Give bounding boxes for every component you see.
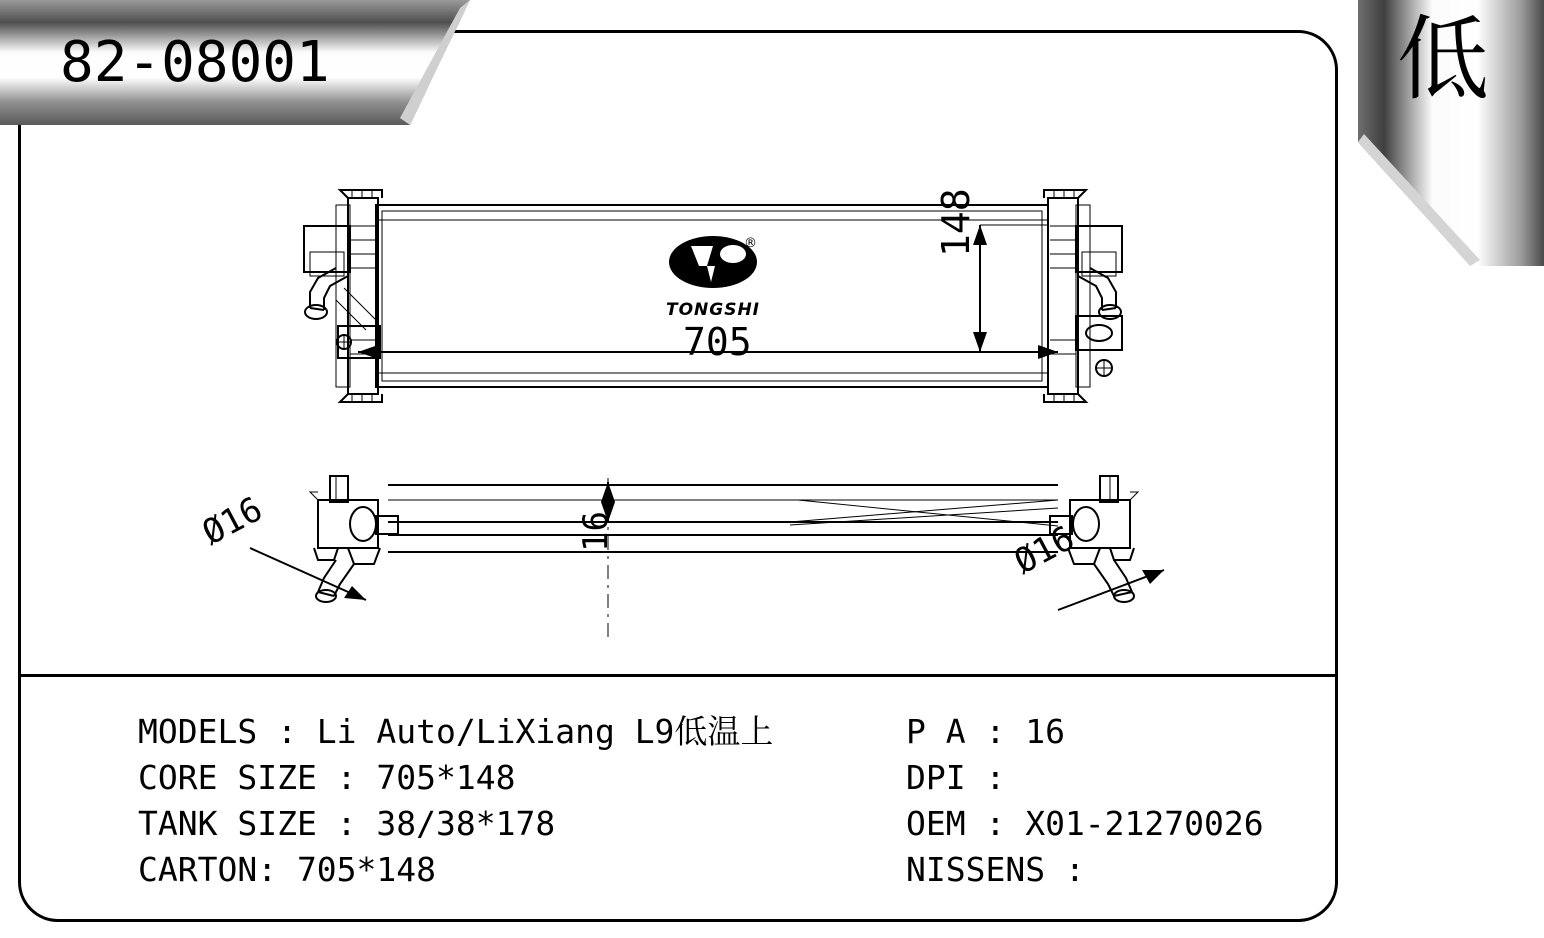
spec-tank-size: TANK SIZE : 38/38*178 [138,804,556,843]
brand-logo [648,232,778,324]
dimension-inlet-right: Ø16 [1008,518,1082,583]
spec-carton: CARTON: 705*148 [138,850,437,889]
spec-table [18,677,1338,922]
dimension-core-width: 705 [683,320,752,364]
technical-drawing [18,30,1338,674]
spec-nissens: NISSENS : [906,850,1085,889]
corner-tag-label: 低 [1396,10,1489,110]
registered-mark-icon: ® [744,236,757,251]
part-number-label: 82-08001 [60,30,330,95]
part-number-banner [0,0,470,125]
spec-pa: P A : 16 [906,712,1065,751]
brand-name: TONGSHI [665,300,761,320]
spec-models: MODELS : Li Auto/LiXiang L9低温上 [138,712,774,751]
spec-oem: OEM : X01-21270026 [906,804,1264,843]
spec-column-right [906,709,1264,893]
spec-dpi: DPI : [906,758,1006,797]
dimension-inlet-left: Ø16 [196,489,270,554]
dimension-core-height: 148 [934,188,978,257]
spec-core-size: CORE SIZE : 705*148 [138,758,516,797]
spec-column-left [138,709,773,893]
dimension-thickness: 16 [576,511,616,552]
